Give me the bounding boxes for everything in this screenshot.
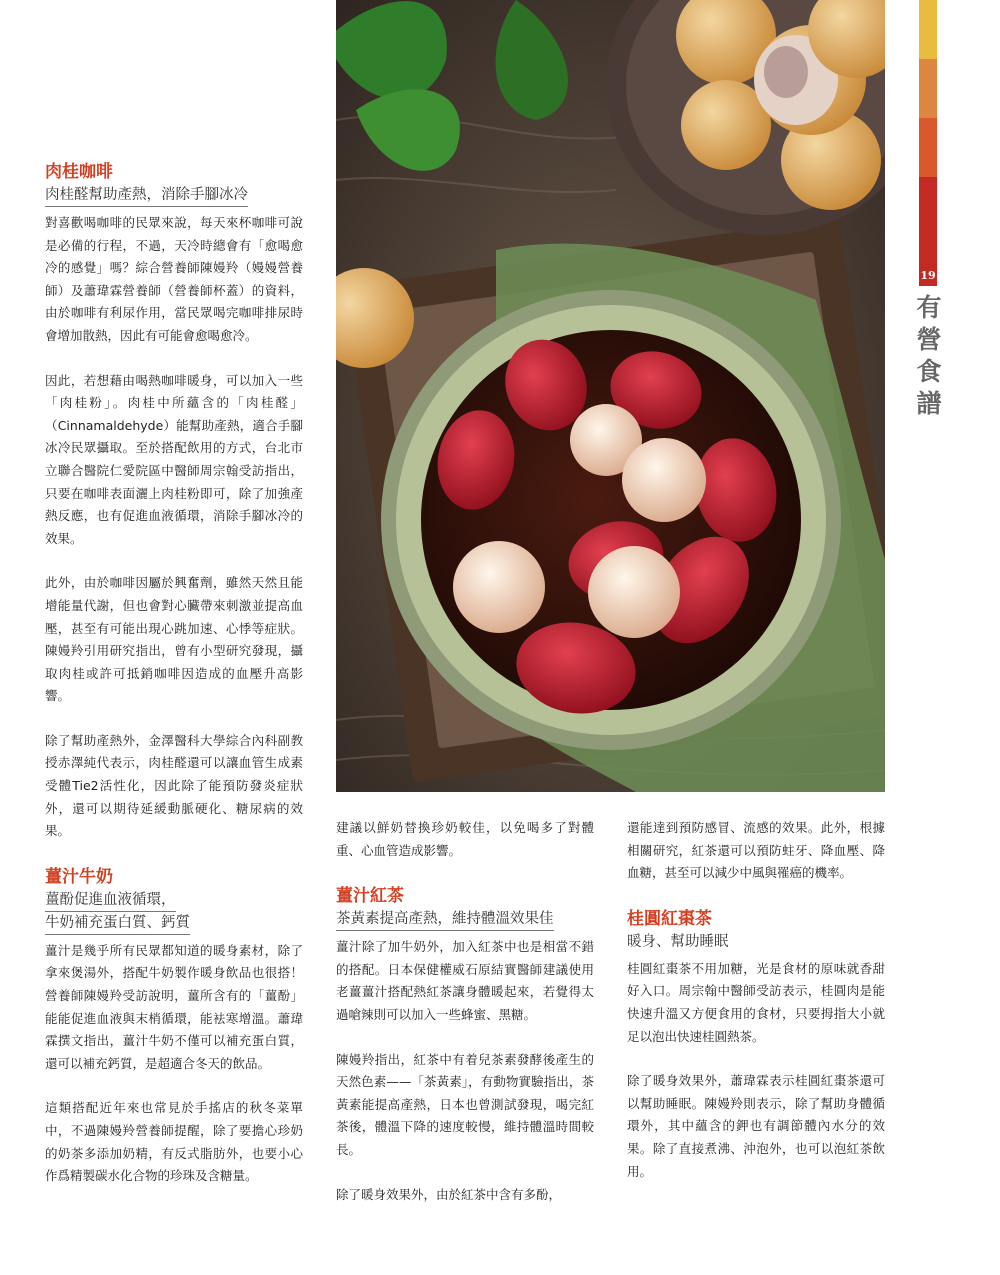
paragraph: 建議以鮮奶替換珍奶較佳，以免喝多了對體重、心血管造成影響。 bbox=[336, 820, 594, 858]
section-subtitle-line: 牛奶補充蛋白質、鈣質 bbox=[45, 912, 190, 935]
paragraph: 陳嫚羚指出，紅茶中有着兒茶素發酵後產生的天然色素——「茶黃素」，有動物實驗指出，茶黃素能提高產熱，日本也曾測試發現，喝完紅茶後，體溫下降的速度較慢，維持體溫時間較長。 bbox=[336, 1051, 594, 1157]
magazine-name-text: 有營食譜 bbox=[916, 293, 942, 418]
paragraph: 除了幫助產熱外，金澤醫科大學綜合內科副教授赤澤純代表示，肉桂醛還可以讓血管生成素受體Tie2活性化，因此除了能預防發炎症狀外，還可以期待延緩動脈硬化、糖尿病的效果。 bbox=[45, 732, 303, 839]
section-subtitle-cinnamon-coffee: 肉桂醛幫助產熱，消除手腳冰冷 bbox=[45, 184, 248, 207]
stripe-orange bbox=[919, 59, 937, 118]
paragraph: 對喜歡喝咖啡的民眾來說，每天來杯咖啡可說是必備的行程，不過，天冷時總會有「愈喝愈冷的感覺」嗎？綜合營養師陳嫚羚（嫚嫚營養師）及蕭瑋霖營養師（營養師杯蓋）的資料，由於咖啡有利尿作用，當民眾喝完咖啡排尿時會增加散熱，因此有可能會愈喝愈冷。 bbox=[45, 215, 303, 343]
section-subtitle-line: 薑酚促進血液循環， bbox=[45, 889, 176, 912]
column-left bbox=[45, 160, 303, 1210]
paragraph: 因此，若想藉由喝熱咖啡暖身，可以加入一些「肉桂粉」。肉桂中所蘊含的「肉桂醛」（Cinnamaldehyde）能幫助產熱，適合手腳冰冷民眾攝取。至於搭配飲用的方式，台北市立聯合醫院仁愛院區中醫師周宗翰受訪指出，只要在咖啡表面灑上肉桂粉即可，除了加強產熱反應，也有促進血液循環，消除手腳冰冷的效果。 bbox=[45, 372, 303, 546]
paragraph: 薑汁除了加牛奶外，加入紅茶中也是相當不錯的搭配。日本保健權威石原結實醫師建議使用老薑薑汁搭配熱紅茶讓身體暖起來，若覺得太過嗆辣則可以加入一些蜂蜜、黑糖。 bbox=[336, 939, 594, 1022]
color-stripes bbox=[919, 0, 937, 177]
section-subtitle-ginger-tea: 茶黃素提高產熱，維持體溫效果佳 bbox=[336, 908, 554, 931]
column-right bbox=[627, 817, 885, 1205]
stripe-yellow bbox=[919, 0, 937, 59]
stripe-red bbox=[919, 177, 937, 266]
section-subtitle-longan-jujube-tea: 暖身、幫助睡眠 bbox=[627, 933, 729, 950]
paragraph: 還能達到預防感冒、流感的效果。此外，根據相關研究，紅茶還可以預防蛀牙、降血壓、降血糖，甚至可以減少中風與罹癌的機率。 bbox=[627, 820, 885, 881]
tea-bowl-photo bbox=[336, 0, 885, 792]
page-number: 19 bbox=[919, 266, 937, 286]
paragraph: 除了暖身效果外，蕭瑋霖表示桂圓紅棗茶還可以幫助睡眠。陳嫚羚則表示，除了幫助身體循環外，其中蘊含的鉀也有調節體內水分的效果。除了直接煮沸、沖泡外，也可以泡紅茶飲用。 bbox=[627, 1073, 885, 1179]
paragraph: 薑汁是幾乎所有民眾都知道的暖身素材，除了拿來煲湯外，搭配牛奶製作暖身飲品也很搭！營養師陳嫚羚受訪說明，薑所含有的「薑酚」能能促進血液與末梢循環，能袪寒增溫。蕭瑋霖撰文指出，薑汁牛奶不僅可以補充蛋白質，還可以補充鈣質，是超適合冬天的飲品。 bbox=[45, 942, 303, 1071]
paragraph: 桂圓紅棗茶不用加糖，光是食材的原味就香甜好入口。周宗翰中醫師受訪表示，桂圓肉是能快速升溫又方便食用的食材，只要拇指大小就足以泡出快速桂圓熱茶。 bbox=[627, 960, 885, 1044]
stripe-red-orange bbox=[919, 118, 937, 177]
paragraph: 除了暖身效果外，由於紅茶中含有多酚， bbox=[336, 1186, 562, 1202]
magazine-name bbox=[912, 292, 946, 420]
column-middle bbox=[336, 817, 594, 1228]
paragraph: 此外，由於咖啡因屬於興奮劑，雖然天然且能增能量代謝，但也會對心臟帶來刺激並提高血壓，甚至有可能出現心跳加速、心悸等症狀。陳嫚羚引用研究指出，曾有小型研究發現，攝取肉桂或許可抵銷咖啡因造成的血壓升高影響。 bbox=[45, 575, 303, 704]
paragraph: 這類搭配近年來也常見於手搖店的秋冬菜單中，不過陳嫚羚營養師提醒，除了要擔心珍奶的奶茶多添加奶精，有反式脂肪外，也要小心作爲精製碳水化合物的珍珠及含糖量。 bbox=[45, 1100, 303, 1184]
longan-jujube-tea-icon bbox=[336, 0, 885, 792]
section-title-ginger-milk: 薑汁牛奶 bbox=[45, 866, 113, 887]
section-subtitle-ginger-milk bbox=[45, 889, 303, 935]
section-title-ginger-tea: 薑汁紅茶 bbox=[336, 886, 404, 907]
section-title-cinnamon-coffee: 肉桂咖啡 bbox=[45, 162, 113, 182]
section-title-longan-jujube-tea: 桂圓紅棗茶 bbox=[627, 908, 712, 929]
